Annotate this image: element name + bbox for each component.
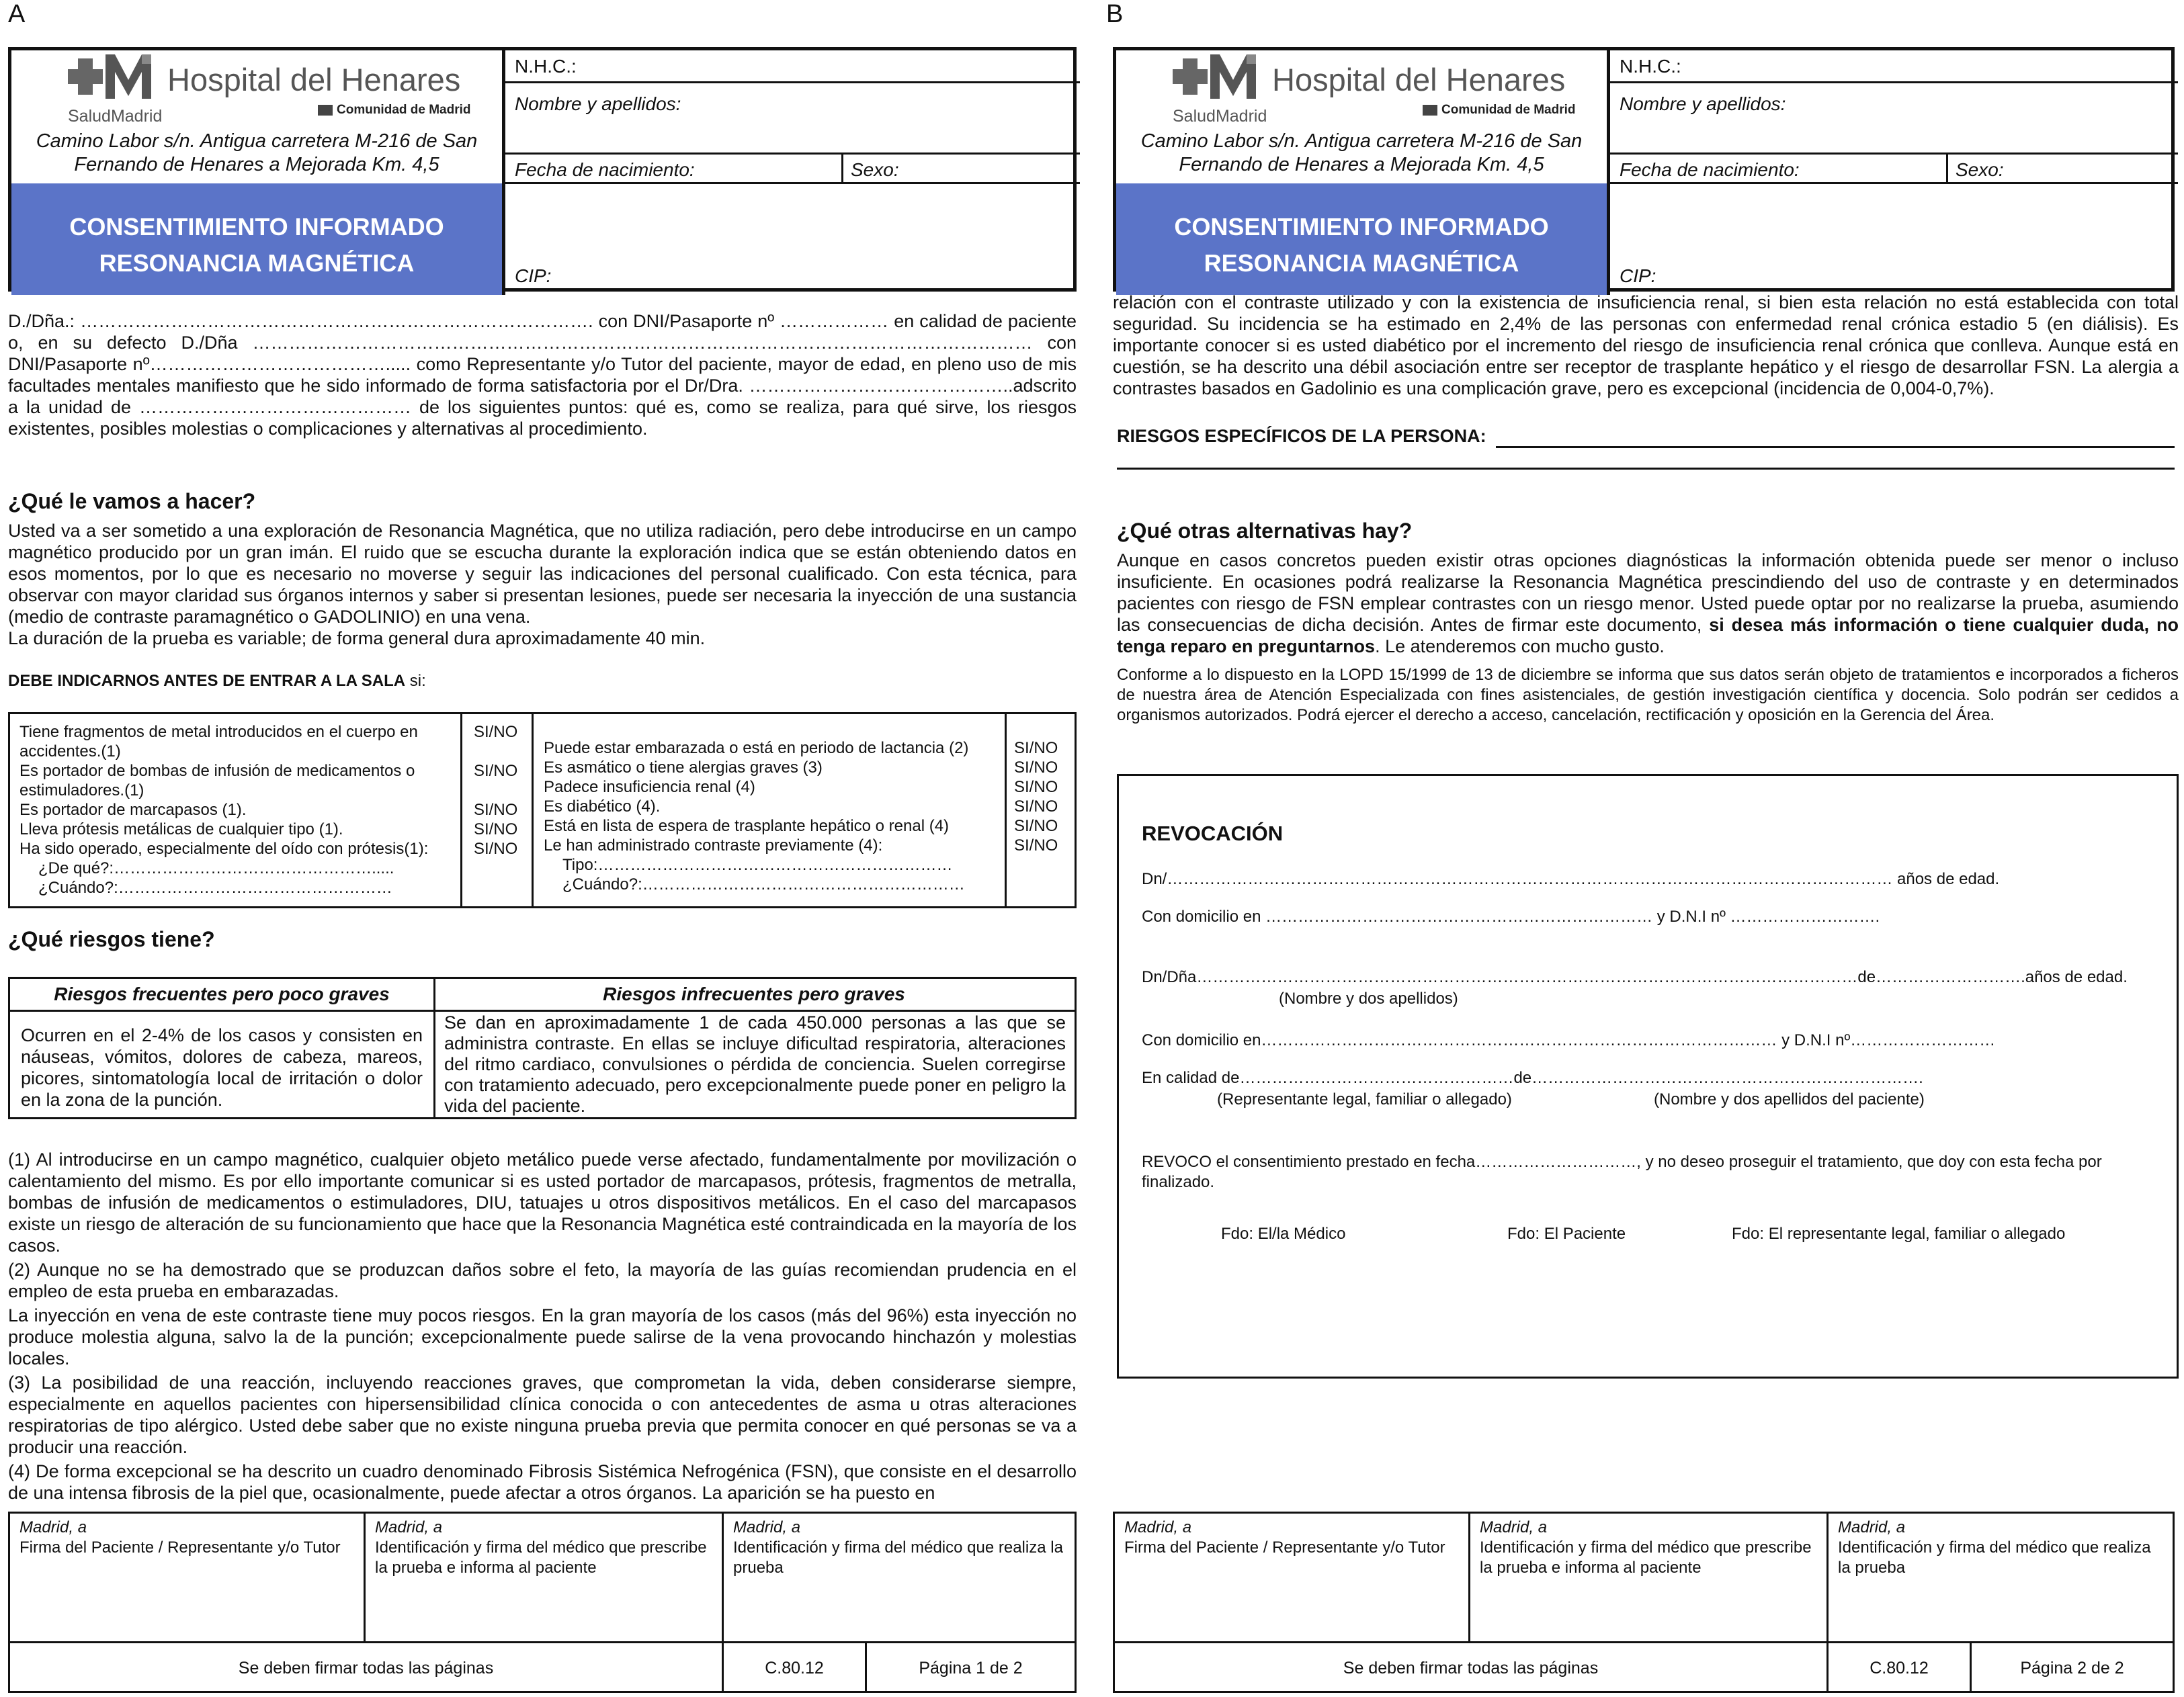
list-item: Tipo:………………………………………………………… <box>562 856 953 874</box>
rare-risks-header: Riesgos infrecuentes pero graves <box>433 979 1075 1012</box>
madrid-date: Madrid, a <box>1838 1518 1906 1536</box>
cip-field[interactable]: CIP: <box>1620 265 1656 286</box>
patient-signature-box[interactable] <box>1115 1514 1468 1641</box>
yes-no-option[interactable]: SI/NO <box>474 762 518 780</box>
madrid-date: Madrid, a <box>733 1518 801 1536</box>
specific-risks-label: RIESGOS ESPECÍFICOS DE LA PERSONA: <box>1117 426 1486 446</box>
performer-signature-label: Identificación y firma del médico que realiza la prueba <box>1838 1538 2151 1577</box>
title-line-2: RESONANCIA MAGNÉTICA <box>1204 249 1519 277</box>
consent-page-1 <box>8 47 1077 1693</box>
list-item: Es portador de marcapasos (1). <box>19 801 247 819</box>
revocation-box <box>1117 774 2179 1379</box>
yes-no-option[interactable]: SI/NO <box>1014 739 1058 757</box>
comunidad-text: Comunidad de Madrid <box>1441 103 1576 117</box>
sign-all-pages-note: Se deben firmar todas las páginas <box>238 1659 494 1678</box>
list-item: Es asmático o tiene alergias graves (3) <box>544 758 823 777</box>
list-item: Está en lista de espera de trasplante hepático o renal (4) <box>544 817 950 835</box>
intro-paragraph: D./Dña.: …………………………………………………………………………. con DNI/Pasaporte nº ……………… en calidad de paciente o, en su defecto D./Dña ………………………………………………………………………………………………………………… con DNI/Pasaporte nº…………………………………..... como Representante y/o Tutor del paciente, mayor de edad, en pleno uso de mis facultades mentales manifiesto que he sido informado de forma satisfactoria por el Dr/Dra. ……………………………………..adscrito a la unidad de ……………………………………… de los siguientes puntos: qué es, como se realiza, para qué sirve, los riesgos existentes, posibles molestias o complicaciones y alternativas al procedimiento. <box>8 311 1077 439</box>
revocation-name2-line[interactable]: Dn/Dña……………………………………………………………………………………………………………de……………………….años de edad. <box>1142 968 2128 986</box>
section-alternatives: ¿Qué otras alternativas hay? <box>1117 519 1413 543</box>
form-header <box>1113 47 2175 292</box>
list-item: Ha sido operado, especialmente del oído con prótesis(1): <box>19 840 429 858</box>
yes-no-option[interactable]: SI/NO <box>1014 778 1058 796</box>
title-line-1: CONSENTIMIENTO INFORMADO <box>69 213 444 241</box>
procedure-description <box>8 520 1077 649</box>
form-title <box>1116 183 1607 295</box>
hospital-name: Hospital del Henares <box>167 62 461 97</box>
hospital-address <box>11 130 502 177</box>
rare-risks-text: Se dan en aproximadamente 1 de cada 450.000 personas a las que se administra contraste. En ellas se incluye dificultad respiratoria, alteraciones del ritmo cardiaco, convulsiones o pérdida de conciencia. Suelen corregirse con tratamiento adecuado, pero excepcionalmente puede poner en peligro la vida del paciente. <box>444 1012 1066 1116</box>
hospital-name: Hospital del Henares <box>1272 62 1566 97</box>
specific-risks-line-1[interactable] <box>1496 446 2175 448</box>
form-code: C.80.12 <box>1870 1659 1929 1678</box>
revocation-title: REVOCACIÓN <box>1142 822 1284 845</box>
consent-page-2 <box>1113 47 2181 1693</box>
must-indicate-heading <box>8 672 426 691</box>
madrid-date: Madrid, a <box>1480 1518 1548 1536</box>
must-indicate-bold: DEBE INDICARNOS ANTES DE ENTRAR A LA SALA <box>8 672 406 690</box>
section-what-we-do: ¿Qué le vamos a hacer? <box>8 489 256 513</box>
checklist-right-answers <box>1014 738 1075 906</box>
risks-table <box>8 977 1077 1119</box>
revocation-address2-line[interactable]: Con domicilio en…………………………………………………………………………………… y D.N.I nº……………………… <box>1142 1031 1996 1049</box>
revocation-capacity-line[interactable]: En calidad de……………………………………………de………………………………………………………………. <box>1142 1069 1923 1087</box>
injection-note: La inyección en vena de este contraste tiene muy pocos riesgos. En la gran mayoría de los casos (más del 96%) esta inyección no produce molestia alguna, salvo la de la punción; excepcionalmente puede salirse de la vena provocando hinchazón y molestias locales. <box>8 1305 1077 1368</box>
performer-signature-label: Identificación y firma del médico que realiza la prueba <box>733 1538 1063 1577</box>
duration-text: La duración de la prueba es variable; de forma general dura aproximadamente 40 min. <box>8 628 706 648</box>
list-item: Le han administrado contraste previamente (4): <box>544 836 883 855</box>
checklist-right <box>544 738 1001 906</box>
revocation-name-caption: (Nombre y dos apellidos) <box>1279 990 1458 1008</box>
address-line-1: Camino Labor s/n. Antigua carretera M-216 de San <box>36 130 478 152</box>
patient-id-fields <box>502 50 1080 295</box>
list-item: Puede estar embarazada o está en periodo de lactancia (2) <box>544 739 969 757</box>
salud-madrid-text: SaludMadrid <box>1173 107 1267 126</box>
footnote-4: (4) De forma excepcional se ha descrito un cuadro denominado Fibrosis Sistémica Nefrogénica (FSN), que consiste en el desarrollo de una intensa fibrosis de la piel que, ocasionalmente, puede afectar a otros órganos. La aparición se ha puesto en <box>8 1461 1077 1503</box>
footnote-2: (2) Aunque no se ha demostrado que se produzcan daños sobre el feto, la mayoría de las guías recomiendan prudencia en el empleo de esta prueba en embarazadas. <box>8 1260 1077 1301</box>
form-header <box>8 47 1077 292</box>
yes-no-option[interactable]: SI/NO <box>474 820 518 838</box>
section-risks: ¿Qué riesgos tiene? <box>8 927 215 951</box>
checklist-left <box>19 722 456 906</box>
signature-footer <box>1113 1512 2175 1693</box>
checklist-left-answers <box>474 722 541 906</box>
yes-no-option[interactable]: SI/NO <box>474 723 518 741</box>
comunidad-flag-icon <box>1423 105 1437 116</box>
performer-signature-box[interactable] <box>724 1514 1075 1641</box>
yes-no-option[interactable]: SI/NO <box>1014 817 1058 835</box>
list-item: Padece insuficiencia renal (4) <box>544 778 755 796</box>
patient-id-fields <box>1607 50 2178 295</box>
revocation-name-line[interactable]: Dn/……………………………………………………………………………………………………………………… años de edad. <box>1142 870 2000 888</box>
signature-footer <box>8 1512 1077 1693</box>
name-field[interactable]: Nombre y apellidos: <box>1620 93 1786 114</box>
yes-no-option[interactable]: SI/NO <box>1014 836 1058 855</box>
footnote-1: (1) Al introducirse en un campo magnético, cualquier objeto metálico puede verse afectado, fundamentalmente por movilización o calentamiento del mismo. Es por ello importante comunicar si es usted portador de marcapasos, prótesis, fragmentos de metralla, bombas de infusión de medicamentos o estimuladores, DIU, tatuajes u otros dispositivos metálicos. En el caso del marcapasos existe un riesgo de alteración de su funcionamiento que hace que la Resonancia Magnética esté contraindicada en la mayoría de los casos. <box>8 1149 1077 1256</box>
yes-no-option[interactable]: SI/NO <box>1014 758 1058 777</box>
birthdate-field[interactable]: Fecha de nacimiento: <box>1620 159 1800 180</box>
footnotes <box>8 1149 1077 1506</box>
form-title <box>11 183 502 295</box>
frequent-risks-text: Ocurren en el 2-4% de los casos y consisten en náuseas, vómitos, dolores de cabeza, mareos, picores, sintomatología local de irritación o dolor en la zona de la punción. <box>21 1025 423 1110</box>
footnote-3: (3) La posibilidad de una reacción, incluyendo reacciones graves, que comprometan la vida, deben considerarse siempre, especialmente en aquellos pacientes con hipersensibilidad clínica conocida o con antecedentes de asma u otras alteraciones respiratorias de tipo alérgico. Usted debe saber que no existe ninguna prueba previa que permita conocer en qué personas se va a producir una reacción. <box>8 1373 1077 1457</box>
specific-risks-line-2[interactable] <box>1117 468 2175 470</box>
alternatives-paragraph <box>1117 550 2179 657</box>
revocation-representative-caption: (Representante legal, familiar o allegado) <box>1217 1090 1512 1108</box>
prescriber-signature-box[interactable] <box>1470 1514 1826 1641</box>
procedure-text: Usted va a ser sometido a una exploración de Resonancia Magnética, que no utiliza radiación, pero debe introducirse en un campo magnético producido por un gran imán. El ruido que se escucha durante la exploración indica que se están obteniendo datos en esos momentos, por lo que es necesario no moverse y seguir las indicaciones del personal cualificado. Con esta técnica, para observar con mayor claridad sus órganos internos y saber si presentan lesiones, puede ser necesaria la inyección de una sustancia (medio de contraste paramagnético o GADOLINIO) en una vena. <box>8 521 1077 627</box>
revocation-address-line[interactable]: Con domicilio en ……………………………………………………………… y D.N.I nº ………………………. <box>1142 908 1880 926</box>
signature-doctor[interactable]: Fdo: El/la Médico <box>1221 1225 1346 1243</box>
address-line-2: Fernando de Henares a Mejorada Km. 4,5 <box>74 154 439 175</box>
yes-no-option[interactable]: SI/NO <box>474 840 518 858</box>
yes-no-option[interactable]: SI/NO <box>1014 797 1058 816</box>
list-item: ¿Cuándo?:…………………………………………… <box>38 879 392 897</box>
panel-label-b: B <box>1106 0 1124 28</box>
title-line-2: RESONANCIA MAGNÉTICA <box>99 249 415 277</box>
address-line-2: Fernando de Henares a Mejorada Km. 4,5 <box>1179 154 1544 175</box>
list-item: Lleva prótesis metálicas de cualquier tipo (1). <box>19 820 343 838</box>
alternatives-text: Aunque en casos concretos pueden existir otras opciones diagnósticas la información obtenida puede ser menor o incluso insuficiente. En ocasiones podrá realizarse la Resonancia Magnética prescindiendo del uso de contraste y en determinados pacientes con riesgo de FSN emplear contrastes con un riesgo menor. Usted puede optar por no realizarse la prueba, asumiendo las consecuencias de dicha decisión. Antes de firmar este documento, <box>1117 550 2179 635</box>
madrid-date: Madrid, a <box>19 1518 87 1536</box>
title-line-1: CONSENTIMIENTO INFORMADO <box>1174 213 1549 241</box>
frequent-risks-header: Riesgos frecuentes pero poco graves <box>10 979 433 1012</box>
alternatives-bold-text: si desea más información o tiene cualquier duda, no tenga reparo en preguntarnos <box>1117 615 2179 656</box>
signature-representative[interactable]: Fdo: El representante legal, familiar o allegado <box>1732 1225 2066 1243</box>
salud-madrid-logo-icon <box>1173 54 1267 108</box>
list-item: Es diabético (4). <box>544 797 661 816</box>
list-item: Es portador de bombas de infusión de medicamentos o estimuladores.(1) <box>19 762 415 799</box>
prescriber-signature-label: Identificación y firma del médico que prescribe la prueba e informa al paciente <box>375 1538 707 1577</box>
prescriber-signature-box[interactable] <box>366 1514 722 1641</box>
alternatives-end: . Le atenderemos con mucho gusto. <box>1375 636 1665 656</box>
hospital-logo <box>68 54 485 127</box>
list-item: Tiene fragmentos de metal introducidos en el cuerpo en accidentes.(1) <box>19 723 418 760</box>
salud-madrid-logo-icon <box>68 54 162 108</box>
patient-signature-box[interactable] <box>10 1514 364 1641</box>
revocation-statement[interactable]: REVOCO el consentimiento prestado en fecha…………………………, y no deseo proseguir el tratamiento, que doy con esta fecha por finalizado. <box>1142 1153 2102 1191</box>
must-indicate-si: si: <box>405 672 426 690</box>
sex-field[interactable]: Sexo: <box>1956 159 2004 180</box>
sex-field[interactable]: Sexo: <box>851 159 899 180</box>
salud-madrid-text: SaludMadrid <box>68 107 163 126</box>
address-line-1: Camino Labor s/n. Antigua carretera M-216 de San <box>1140 130 1583 152</box>
lopd-notice: Conforme a lo dispuesto en la LOPD 15/1999 de 13 de diciembre se informa que sus datos serán objeto de tratamientos e incorporados a ficheros de nuestra área de Atención Especializada con fines asistenciales, de gestión investigación científica y docencia. Solo podrán ser cedidos a organismos autorizados. Podrá ejercer el derecho a acceso, cancelación, rectificación y oposición en la Gerencia del Área. <box>1117 666 2179 724</box>
list-item: ¿De qué?:…………………………………………..... <box>38 859 394 877</box>
panel-label-a: A <box>8 0 26 28</box>
yes-no-option[interactable]: SI/NO <box>474 801 518 819</box>
cip-field[interactable]: CIP: <box>515 265 552 286</box>
comunidad-flag-icon <box>318 105 333 116</box>
signature-patient[interactable]: Fdo: El Paciente <box>1507 1225 1626 1243</box>
fsn-continuation: relación con el contraste utilizado y con la existencia de insuficiencia renal, si bien esta relación no está establecida con total seguridad. Su incidencia se ha estimado en 2,4% de las personas con enfermedad renal crónica estadio 5 (en diálisis). Es importante conocer si es usted diabético por el incremento del riesgo de insuficiencia renal crónica que conlleva. Aunque está en cuestión, se ha descrito una débil asociación entre ser receptor de trasplante hepático y el riesgo de desarrollar FSN. La alergia a contrastes basados en Gadolinio es una complicación grave, pero es excepcional (incidencia de 0,004-0,7%). <box>1113 292 2179 398</box>
birthdate-field[interactable]: Fecha de nacimiento: <box>515 159 695 180</box>
form-code: C.80.12 <box>765 1659 824 1678</box>
madrid-date: Madrid, a <box>375 1518 443 1536</box>
hospital-logo <box>1173 54 1589 127</box>
sign-all-pages-note: Se deben firmar todas las páginas <box>1343 1659 1599 1678</box>
patient-signature-label: Firma del Paciente / Representante y/o Tutor <box>19 1538 341 1557</box>
hospital-address <box>1116 130 1607 177</box>
name-field[interactable]: Nombre y apellidos: <box>515 93 681 114</box>
page-number: Página 2 de 2 <box>2020 1659 2124 1678</box>
nhc-field[interactable]: N.H.C.: <box>1620 56 1681 77</box>
madrid-date: Madrid, a <box>1124 1518 1192 1536</box>
performer-signature-box[interactable] <box>1829 1514 2173 1641</box>
list-item: ¿Cuándo?:…………………………………………………… <box>562 875 965 894</box>
nhc-field[interactable]: N.H.C.: <box>515 56 577 77</box>
contraindications-checklist <box>8 712 1077 908</box>
revocation-patient-caption: (Nombre y dos apellidos del paciente) <box>1654 1090 1925 1108</box>
prescriber-signature-label: Identificación y firma del médico que prescribe la prueba e informa al paciente <box>1480 1538 1812 1577</box>
comunidad-text: Comunidad de Madrid <box>337 103 471 117</box>
patient-signature-label: Firma del Paciente / Representante y/o Tutor <box>1124 1538 1445 1557</box>
page-number: Página 1 de 2 <box>919 1659 1023 1678</box>
